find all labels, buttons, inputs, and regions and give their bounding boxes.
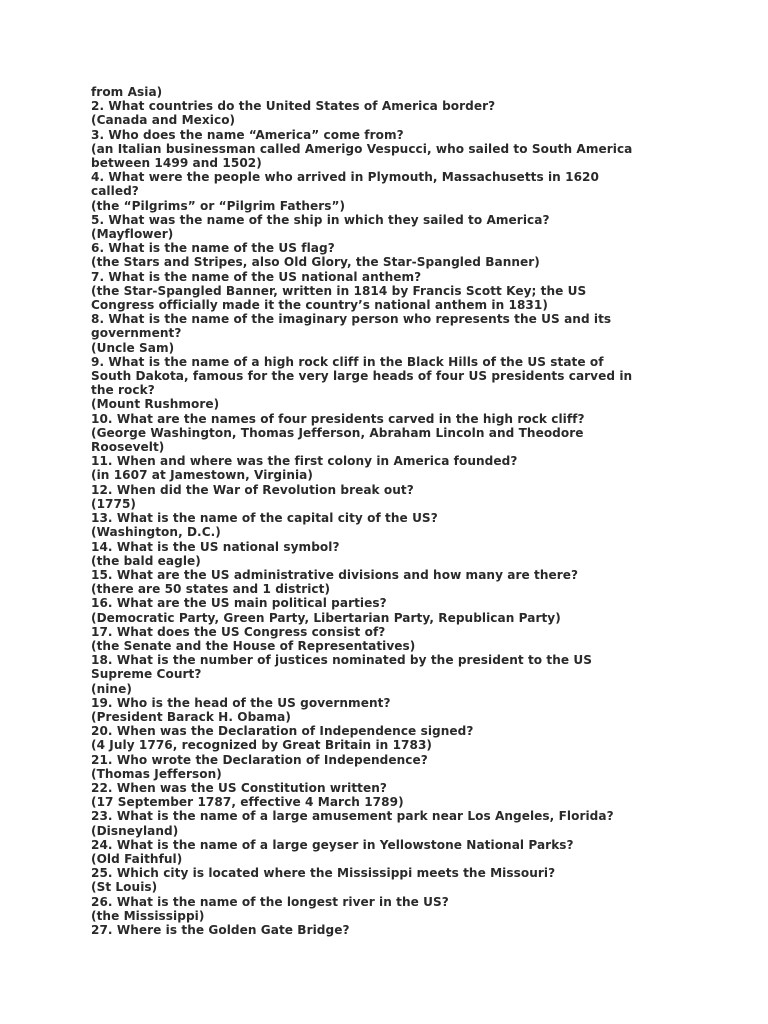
- text-line: 3. Who does the name “America” come from?: [91, 127, 404, 142]
- text-line: between 1499 and 1502): [91, 156, 262, 171]
- text-line: Supreme Court?: [91, 667, 202, 682]
- text-line: called?: [91, 184, 139, 199]
- text-line: (1775): [91, 496, 137, 511]
- text-line: 24. What is the name of a large geyser in Yellowstone National Parks?: [91, 837, 574, 852]
- text-line: Congress officially made it the country’s national anthem in 1831): [91, 298, 548, 313]
- text-line: government?: [91, 326, 182, 341]
- text-line: 4. What were the people who arrived in Plymouth, Massachusetts in 1620: [91, 170, 599, 185]
- text-line: 25. Which city is located where the Mississippi meets the Missouri?: [91, 866, 556, 881]
- text-line: (the Mississippi): [91, 908, 205, 923]
- text-line: 11. When and where was the first colony in America founded?: [91, 454, 518, 469]
- text-line: 16. What are the US main political parties?: [91, 596, 387, 611]
- text-line: 6. What is the name of the US flag?: [91, 241, 335, 256]
- text-line: 20. When was the Declaration of Independence signed?: [91, 724, 474, 739]
- text-line: (St Louis): [91, 880, 158, 895]
- text-line: (the bald eagle): [91, 553, 201, 568]
- text-line: (in 1607 at Jamestown, Virginia): [91, 468, 313, 483]
- text-line: (the Star-Spangled Banner, written in 1814 by Francis Scott Key; the US: [91, 283, 587, 298]
- text-line: 7. What is the name of the US national anthem?: [91, 269, 422, 284]
- text-line: (Mayflower): [91, 227, 174, 242]
- text-line: the rock?: [91, 383, 155, 398]
- text-line: 22. When was the US Constitution written?: [91, 780, 387, 795]
- text-line: 18. What is the number of justices nominated by the president to the US: [91, 653, 593, 668]
- text-line: 13. What is the name of the capital city of the US?: [91, 511, 438, 526]
- text-line: 19. Who is the head of the US government?: [91, 695, 391, 710]
- text-line: (George Washington, Thomas Jefferson, Abraham Lincoln and Theodore: [91, 425, 584, 440]
- text-line: 8. What is the name of the imaginary person who represents the US and its: [91, 312, 612, 327]
- text-line: 15. What are the US administrative divisions and how many are there?: [91, 567, 579, 582]
- text-line: 2. What countries do the United States of America border?: [91, 99, 496, 114]
- text-line: 26. What is the name of the longest river in the US?: [91, 894, 449, 909]
- text-line: 12. When did the War of Revolution break out?: [91, 482, 414, 497]
- text-line: 17. What does the US Congress consist of?: [91, 624, 386, 639]
- document-body: [91, 85, 681, 937]
- text-line: (Mount Rushmore): [91, 397, 220, 412]
- text-line: (nine): [91, 681, 132, 696]
- text-line: 9. What is the name of a high rock cliff in the Black Hills of the US state of: [91, 354, 604, 369]
- text-line: (4 July 1776, recognized by Great Britain in 1783): [91, 738, 433, 753]
- text-line: (the Senate and the House of Representatives): [91, 638, 416, 653]
- text-line: 23. What is the name of a large amusement park near Los Angeles, Florida?: [91, 809, 614, 824]
- text-line: (an Italian businessman called Amerigo Vespucci, who sailed to South America: [91, 141, 633, 156]
- text-line: 10. What are the names of four presidents carved in the high rock cliff?: [91, 411, 585, 426]
- text-line: (Democratic Party, Green Party, Libertarian Party, Republican Party): [91, 610, 561, 625]
- text-line: (Canada and Mexico): [91, 113, 236, 128]
- text-line: (the “Pilgrims” or “Pilgrim Fathers”): [91, 198, 346, 213]
- text-line: 5. What was the name of the ship in which they sailed to America?: [91, 212, 550, 227]
- text-line: (there are 50 states and 1 district): [91, 582, 331, 597]
- text-line: (Old Faithful): [91, 851, 183, 866]
- text-line: (17 September 1787, effective 4 March 1789): [91, 795, 404, 810]
- text-line: (Uncle Sam): [91, 340, 175, 355]
- text-line: South Dakota, famous for the very large heads of four US presidents carved in: [91, 369, 633, 384]
- text-line: 27. Where is the Golden Gate Bridge?: [91, 922, 350, 937]
- text-line: 21. Who wrote the Declaration of Independence?: [91, 752, 428, 767]
- text-line: (Disneyland): [91, 823, 179, 838]
- text-line: 14. What is the US national symbol?: [91, 539, 340, 554]
- text-line: (Washington, D.C.): [91, 525, 221, 540]
- text-line: Roosevelt): [91, 440, 165, 455]
- text-line: (Thomas Jefferson): [91, 766, 222, 781]
- text-line: (the Stars and Stripes, also Old Glory, the Star-Spangled Banner): [91, 255, 540, 270]
- text-line: (President Barack H. Obama): [91, 709, 291, 724]
- text-line: from Asia): [91, 85, 163, 99]
